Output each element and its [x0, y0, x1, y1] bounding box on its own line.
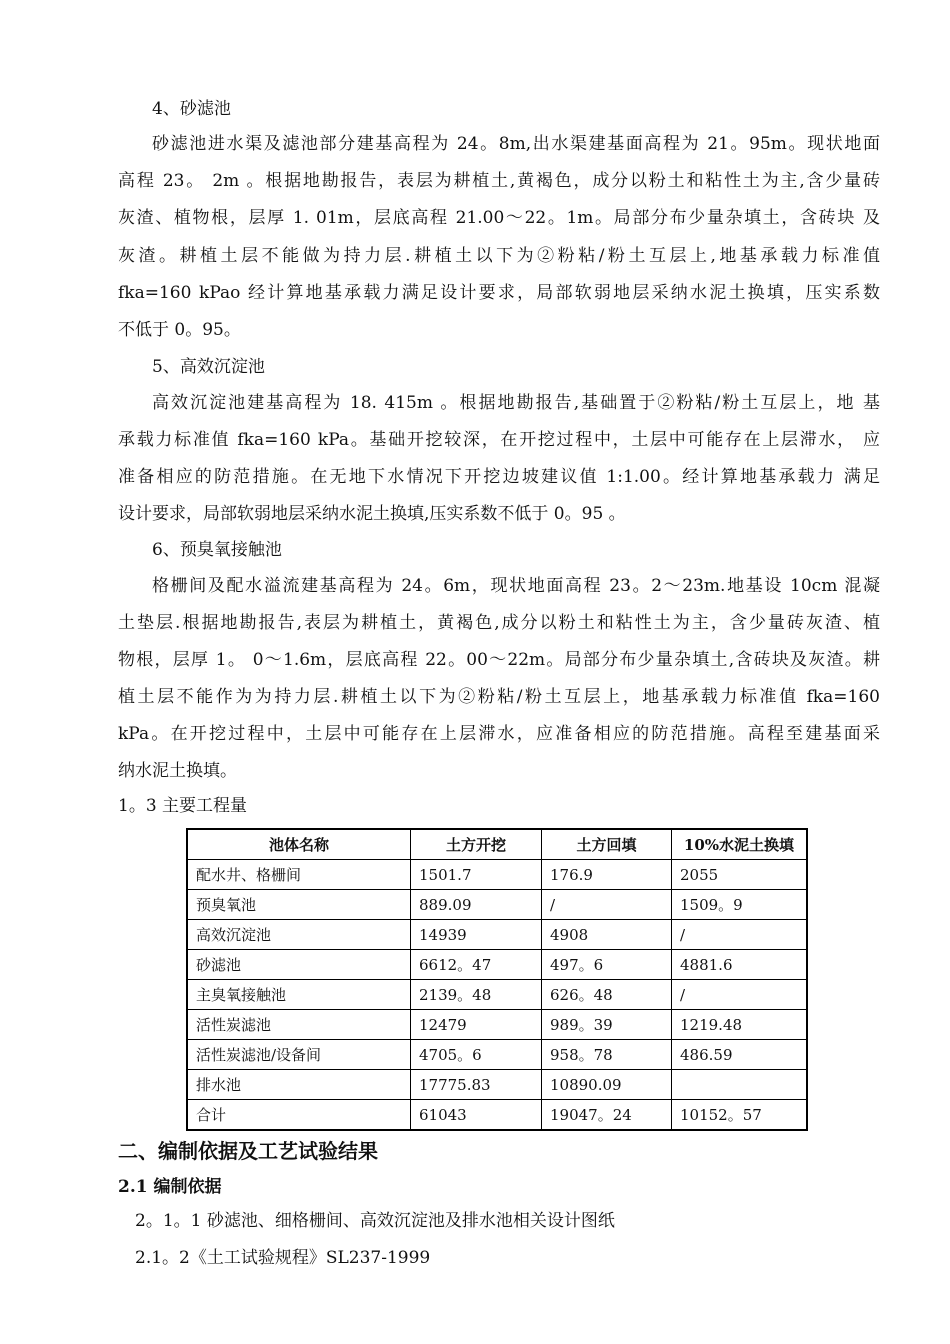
section-5-line-4: 设计要求，局部软弱地层采纳水泥土换填,压实系数不低于 0。95 。: [118, 504, 626, 524]
table-cell: 活性炭滤池/设备间: [187, 1040, 411, 1070]
table-cell: 958。78: [542, 1040, 672, 1070]
table-cell: 497。6: [542, 950, 672, 980]
table-cell: 626。48: [542, 980, 672, 1010]
table-row: [187, 1070, 807, 1100]
table-cell: 1509。9: [672, 890, 808, 920]
table-header-row: [187, 829, 807, 860]
table-header-cell: 土方开挖: [411, 829, 542, 860]
table-row: [187, 950, 807, 980]
table-total-row: [187, 1100, 807, 1131]
section-6-line-3: 物根，层厚 1。 0～1.6m，层底高程 22。00～22m。局部分布少量杂填土,含砖块及灰渣。耕: [118, 650, 880, 670]
section-5-title: 5、高效沉淀池: [152, 357, 265, 377]
table-cell: 活性炭滤池: [187, 1010, 411, 1040]
table-cell: 4908: [542, 920, 672, 950]
table-cell: 10890.09: [542, 1070, 672, 1100]
table-cell: 17775.83: [411, 1070, 542, 1100]
table-cell: 176.9: [542, 860, 672, 890]
table-cell: 4705。6: [411, 1040, 542, 1070]
table-row: [187, 980, 807, 1010]
table-cell: 989。39: [542, 1010, 672, 1040]
table-cell: 1501.7: [411, 860, 542, 890]
section-4-line-5: fka=160 kPao 经计算地基承载力满足设计要求，局部软弱地层采纳水泥土换填，压实系数: [118, 283, 880, 303]
table-cell: 61043: [411, 1100, 542, 1131]
table-cell: 预臭氧池: [187, 890, 411, 920]
table-row: [187, 1010, 807, 1040]
table-cell: 19047。24: [542, 1100, 672, 1131]
section-4-line-6: 不低于 0。95。: [118, 320, 241, 340]
section-2-1-title: 2.1 编制依据: [118, 1177, 222, 1197]
table-cell: 合计: [187, 1100, 411, 1131]
section-5-line-1: 高效沉淀池建基高程为 18. 415m 。根据地勘报告,基础置于②粉粘/粉土互层上，地 基: [152, 393, 880, 413]
table-header-cell: 池体名称: [187, 829, 411, 860]
table-header-cell: 10%水泥土换填: [672, 829, 808, 860]
table-row: [187, 860, 807, 890]
section-4-line-3: 灰渣、植物根，层厚 1. 01m，层底高程 21.00～22。1m。局部分布少量杂填土，含砖块 及: [118, 208, 880, 228]
table-cell: 4881.6: [672, 950, 808, 980]
section-6-line-6: 纳水泥土换填。: [118, 761, 237, 781]
table-header-cell: 土方回填: [542, 829, 672, 860]
quantities-table: [186, 828, 808, 1131]
table-row: [187, 890, 807, 920]
table-cell: 排水池: [187, 1070, 411, 1100]
table-cell: 889.09: [411, 890, 542, 920]
table-cell: 配水井、格栅间: [187, 860, 411, 890]
section-4-title: 4、砂滤池: [152, 99, 231, 119]
table-cell: /: [542, 890, 672, 920]
table-cell: 2139。48: [411, 980, 542, 1010]
section-4-line-1: 砂滤池进水渠及滤池部分建基高程为 24。8m,出水渠建基面高程为 21。95m。现状地面: [152, 134, 880, 154]
table-cell: 10152。57: [672, 1100, 808, 1131]
section-4-line-2: 高程 23。 2m 。根据地勘报告，表层为耕植土,黄褐色，成分以粉土和粘性土为主,含少量砖: [118, 171, 880, 191]
table-cell: /: [672, 980, 808, 1010]
reference-item-1: 2。1。1 砂滤池、细格栅间、高效沉淀池及排水池相关设计图纸: [135, 1211, 615, 1231]
table-cell: 高效沉淀池: [187, 920, 411, 950]
section-6-title: 6、预臭氧接触池: [152, 540, 282, 560]
section-4-line-4: 灰渣。耕植土层不能做为持力层.耕植土以下为②粉粘/粉土互层上,地基承载力标准值: [118, 246, 880, 266]
section-5-line-2: 承载力标准值 fka=160 kPa。基础开挖较深，在开挖过程中，土层中可能存在上层滞水， 应: [118, 430, 880, 450]
table-cell: [672, 1070, 808, 1100]
table-row: [187, 920, 807, 950]
section-6-line-2: 土垫层.根据地勘报告,表层为耕植土，黄褐色,成分以粉土和粘性土为主，含少量砖灰渣、植: [118, 613, 880, 633]
section-5-line-3: 准备相应的防范措施。在无地下水情况下开挖边坡建议值 1:1.00。经计算地基承载力 满足: [118, 467, 880, 487]
section-6-line-4: 植土层不能作为为持力层.耕植土以下为②粉粘/粉土互层上，地基承载力标准值 fka=160: [118, 687, 880, 707]
section-1-3-title: 1。3 主要工程量: [118, 796, 248, 816]
table-cell: 486.59: [672, 1040, 808, 1070]
table-row: [187, 1040, 807, 1070]
table-cell: 12479: [411, 1010, 542, 1040]
part-2-title: 二、编制依据及工艺试验结果: [118, 1139, 378, 1163]
table-cell: 1219.48: [672, 1010, 808, 1040]
table-cell: 14939: [411, 920, 542, 950]
table-cell: 2055: [672, 860, 808, 890]
table-cell: /: [672, 920, 808, 950]
reference-item-2: 2.1。2《土工试验规程》SL237-1999: [135, 1248, 431, 1268]
table-cell: 砂滤池: [187, 950, 411, 980]
table-cell: 主臭氧接触池: [187, 980, 411, 1010]
section-6-line-5: kPa。在开挖过程中，土层中可能存在上层滞水，应准备相应的防范措施。高程至建基面采: [118, 724, 880, 744]
table-cell: 6612。47: [411, 950, 542, 980]
section-6-line-1: 格栅间及配水溢流建基高程为 24。6m，现状地面高程 23。2～23m.地基设 10cm 混凝: [152, 576, 880, 596]
